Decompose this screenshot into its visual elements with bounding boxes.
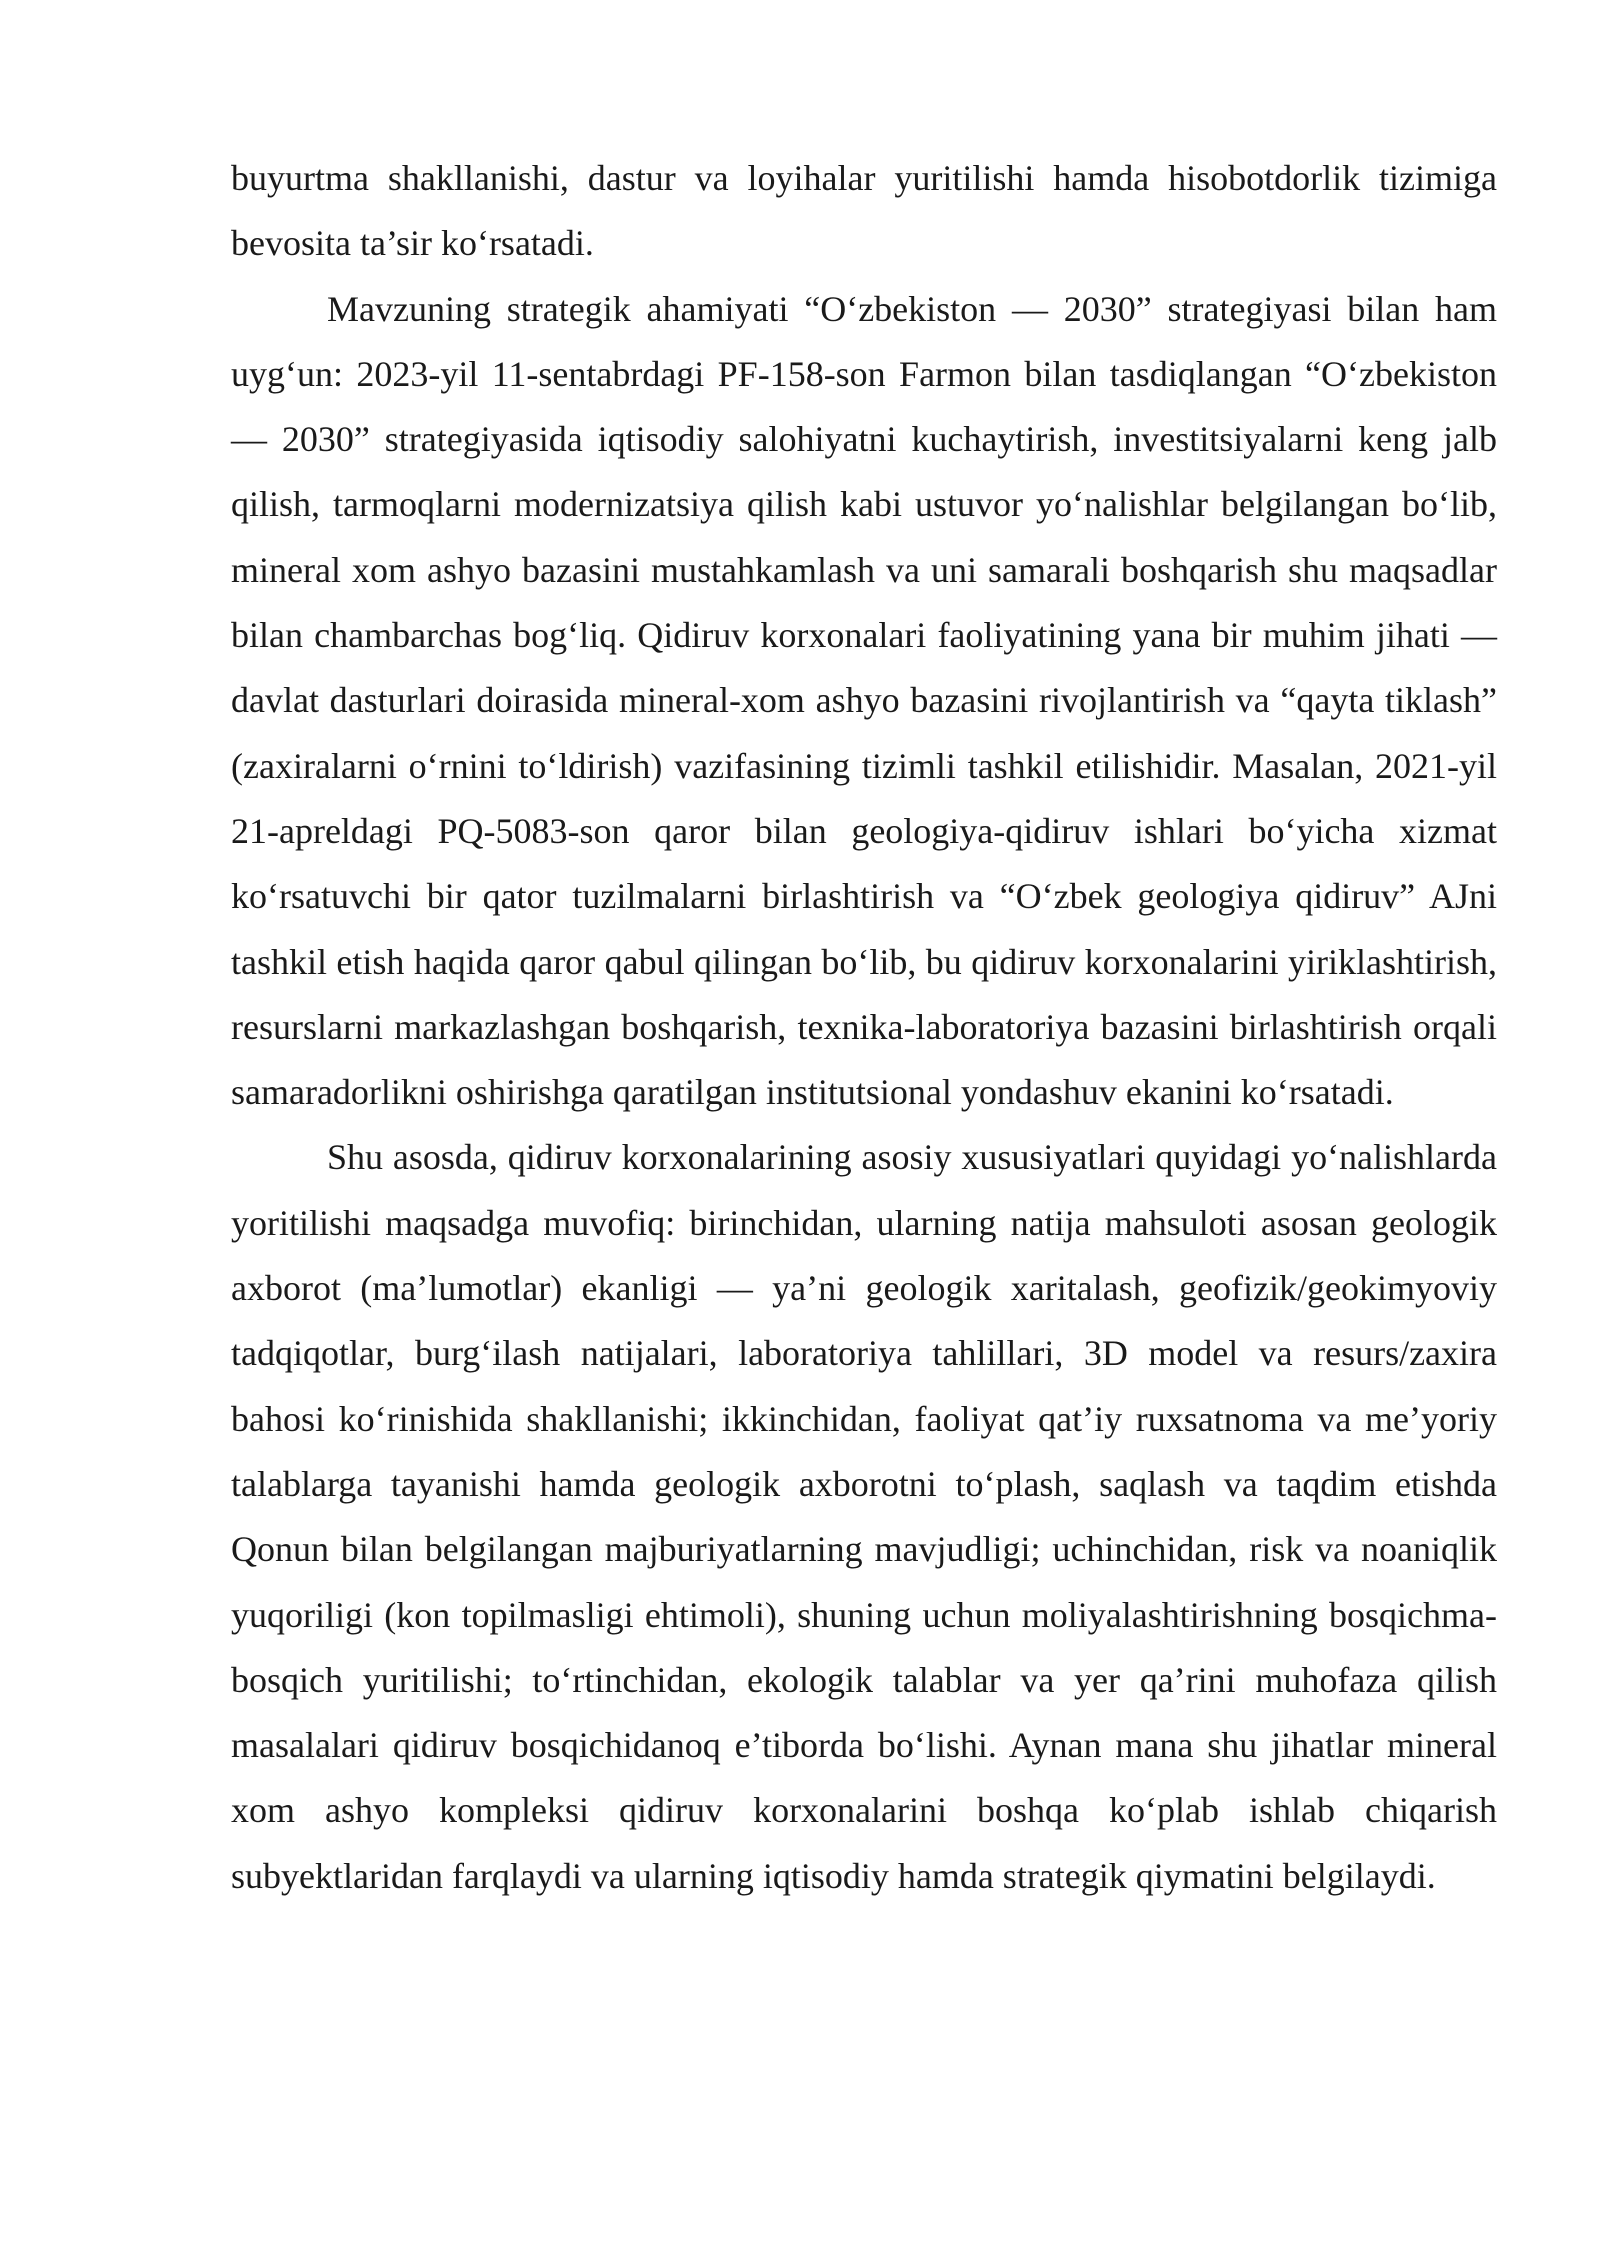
paragraph-key-features: Shu asosda, qidiruv korxonalarining asosiy xususiyatlari quyidagi yo‘nalishlarda yoritilishi maqsadga muvofiq: birinchidan, ularning natija mahsuloti asosan geologik axborot (ma’lumotlar) ekanligi — ya’ni geologik xaritalash, geofizik/geokimyoviy tadqiqotlar, burg‘ilash natijalari, laboratoriya tahlillari, 3D model va resurs/zaxira bahosi ko‘rinishida shakllanishi; ikkinchidan, faoliyat qat’iy ruxsatnoma va me’yoriy talablarga tayanishi hamda geologik axborotni to‘plash, saqlash va taqdim etishda Qonun bilan belgilangan majburiyatlarning mavjudligi; uchinchidan, risk va noaniqlik yuqoriligi (kon topilmasligi ehtimoli), shuning uchun moliyalashtirishning bosqichma-bosqich yuritilishi; to‘rtinchidan, ekologik talablar va yer qa’rini muhofaza qilish masalalari qidiruv bosqichidanoq e’tiborda bo‘lishi. Aynan mana shu jihatlar mineral xom ashyo kompleksi qidiruv korxonalarini boshqa ko‘plab ishlab chiqarish subyektlaridan farqlaydi va ularning iqtisodiy hamda strategik qiymatini belgilaydi. — [231, 1137, 1497, 1896]
paragraph-continuation: buyurtma shakllanishi, dastur va loyihalar yuritilishi hamda hisobotdorlik tizimiga bevosita ta’sir ko‘rsatadi. — [231, 158, 1497, 264]
document-body — [231, 146, 1497, 1909]
paragraph-strategic-importance: Mavzuning strategik ahamiyati “O‘zbekiston — 2030” strategiyasi bilan ham uyg‘un: 2023-yil 11-sentabrdagi PF-158-son Farmon bilan tasdiqlangan “O‘zbekiston — 2030” strategiyasida iqtisodiy salohiyatni kuchaytirish, investitsiyalarni keng jalb qilish, tarmoqlarni modernizatsiya qilish kabi ustuvor yo‘nalishlar belgilangan bo‘lib, mineral xom ashyo bazasini mustahkamlash va uni samarali boshqarish shu maqsadlar bilan chambarchas bog‘liq. Qidiruv korxonalari faoliyatining yana bir muhim jihati — davlat dasturlari doirasida mineral-xom ashyo bazasini rivojlantirish va “qayta tiklash” (zaxiralarni o‘rnini to‘ldirish) vazifasining tizimli tashkil etilishidir. Masalan, 2021-yil 21-apreldagi PQ-5083-son qaror bilan geologiya-qidiruv ishlari bo‘yicha xizmat ko‘rsatuvchi bir qator tuzilmalarni birlashtirish va “O‘zbek geologiya qidiruv” AJni tashkil etish haqida qaror qabul qilingan bo‘lib, bu qidiruv korxonalarini yiriklashtirish, resurslarni markazlashgan boshqarish, texnika-laboratoriya bazasini birlashtirish orqali samaradorlikni oshirishga qaratilgan institutsional yondashuv ekanini ko‘rsatadi. — [231, 288, 1497, 1113]
